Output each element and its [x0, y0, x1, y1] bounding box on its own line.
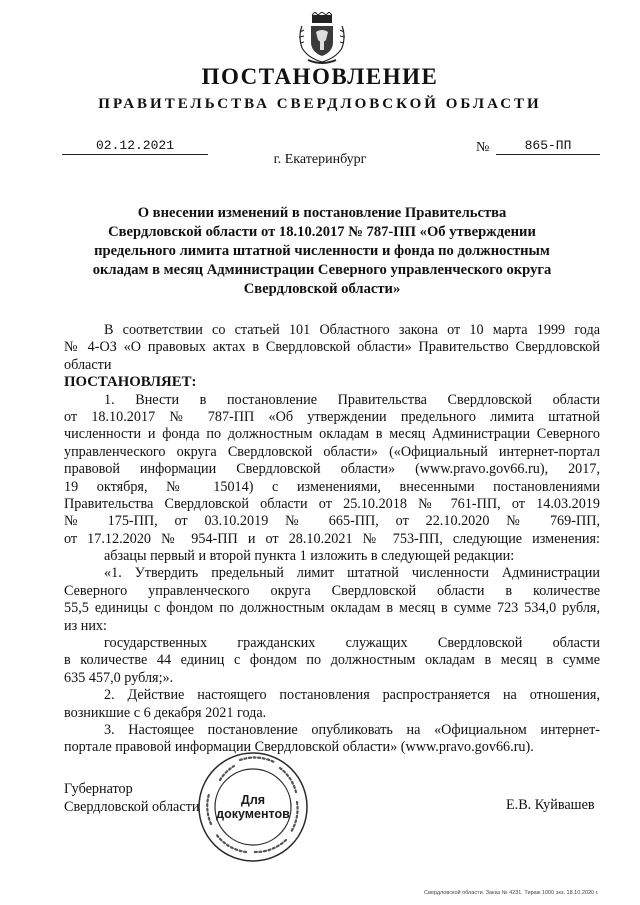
body-line: 55,5 единицы с фондом по должностным окладам в месяц в сумме 723 534,0 рубля,: [64, 600, 600, 617]
stamp-center-text: [196, 750, 310, 864]
resolution-body: [64, 322, 600, 757]
body-line: от 18.10.2017 № 787-ПП «Об утверждении предельного лимита штатной: [64, 408, 600, 425]
body-line: области: [64, 356, 112, 373]
document-title: ПОСТАНОВЛЕНИЕ: [201, 64, 439, 89]
body-line: Северного управленческого округа Свердловской области в количестве: [64, 582, 600, 599]
body-line: из них:: [64, 617, 107, 634]
heading-line: О внесении изменений в постановление Правительства: [137, 205, 507, 221]
body-line: от 17.12.2020 № 954-ПП и от 28.10.2021 № 753-ПП, следующие изменения:: [64, 530, 600, 547]
body-line: управленческого округа Свердловской области» («Официальный интернет-портал: [64, 443, 600, 460]
body-line: 19 октября, № 15014) с изменениями, внесенными постановлениями: [64, 478, 600, 495]
document-subtitle: ПРАВИТЕЛЬСТВА СВЕРДЛОВСКОЙ ОБЛАСТИ: [98, 96, 542, 112]
body-line: Правительства Свердловской области от 25.10.2018 № 761-ПП, от 14.03.2019: [64, 495, 600, 512]
signatory-name: Е.В. Куйвашев: [506, 797, 595, 813]
body-line: 1. Внести в постановление Правительства Свердловской области: [104, 391, 600, 408]
signatory-position: [64, 780, 199, 816]
city-line: г. Екатеринбург: [273, 152, 367, 167]
body-line: в количестве 44 единиц с фондом по должностным окладам в месяц в сумме: [64, 652, 600, 669]
body-line: № 4-ОЗ «О правовых актах в Свердловской области» Правительство Свердловской: [64, 339, 600, 356]
print-footnote: Свердловской области. Заказ № 4231. Тираж 1000 экз. 18.10.2020 г.: [424, 890, 599, 896]
body-line: абзацы первый и второй пункта 1 изложить в следующей редакции:: [104, 548, 515, 565]
body-line: В соответствии со статьей 101 Областного закона от 10 марта 1999 года: [104, 322, 600, 338]
body-line: 2. Действие настоящего постановления распространяется на отношения,: [104, 687, 600, 704]
body-line: возникшие с 6 декабря 2021 года.: [64, 704, 267, 721]
stamp-line-2: документов: [216, 807, 290, 821]
heading-line: предельного лимита штатной численности и фонда по должностным: [94, 243, 550, 259]
body-line: 3. Настоящее постановление опубликовать на «Официальном интернет-: [104, 721, 600, 738]
body-line: государственных гражданских служащих Свердловской области: [104, 635, 600, 652]
signatory-region: Свердловской области: [64, 799, 200, 815]
document-number: 865-ПП: [496, 138, 600, 155]
heading-line: Свердловской области от 18.10.2017 № 787-ПП «Об утверждении: [108, 224, 536, 240]
body-line: численности и фонда по должностным окладам в месяц Администрации Северного: [64, 426, 600, 443]
body-line: правовой информации Свердловской области» (www.pravo.gov66.ru), 2017,: [64, 461, 600, 478]
heading-line: окладам в месяц Администрации Северного управленческого округа: [92, 262, 552, 278]
signatory-title: Губернатор: [64, 781, 133, 797]
number-label: №: [476, 140, 490, 155]
official-stamp: [196, 750, 310, 864]
body-line: портале правовой информации Свердловской области» (www.pravo.gov66.ru).: [64, 739, 534, 756]
body-line: № 175-ПП, от 03.10.2019 № 665-ПП, от 22.10.2020 № 769-ПП,: [64, 513, 600, 530]
heading-line: Свердловской области»: [243, 281, 401, 297]
coat-of-arms-emblem: [296, 12, 348, 66]
resolves-keyword: ПОСТАНОВЛЯЕТ:: [64, 374, 197, 391]
stamp-line-1: Для: [240, 793, 266, 807]
document-date: 02.12.2021: [62, 138, 208, 155]
body-line: 635 457,0 рубля;».: [64, 669, 174, 686]
resolution-heading: [72, 204, 572, 299]
body-line: «1. Утвердить предельный лимит штатной численности Администрации: [104, 565, 600, 582]
